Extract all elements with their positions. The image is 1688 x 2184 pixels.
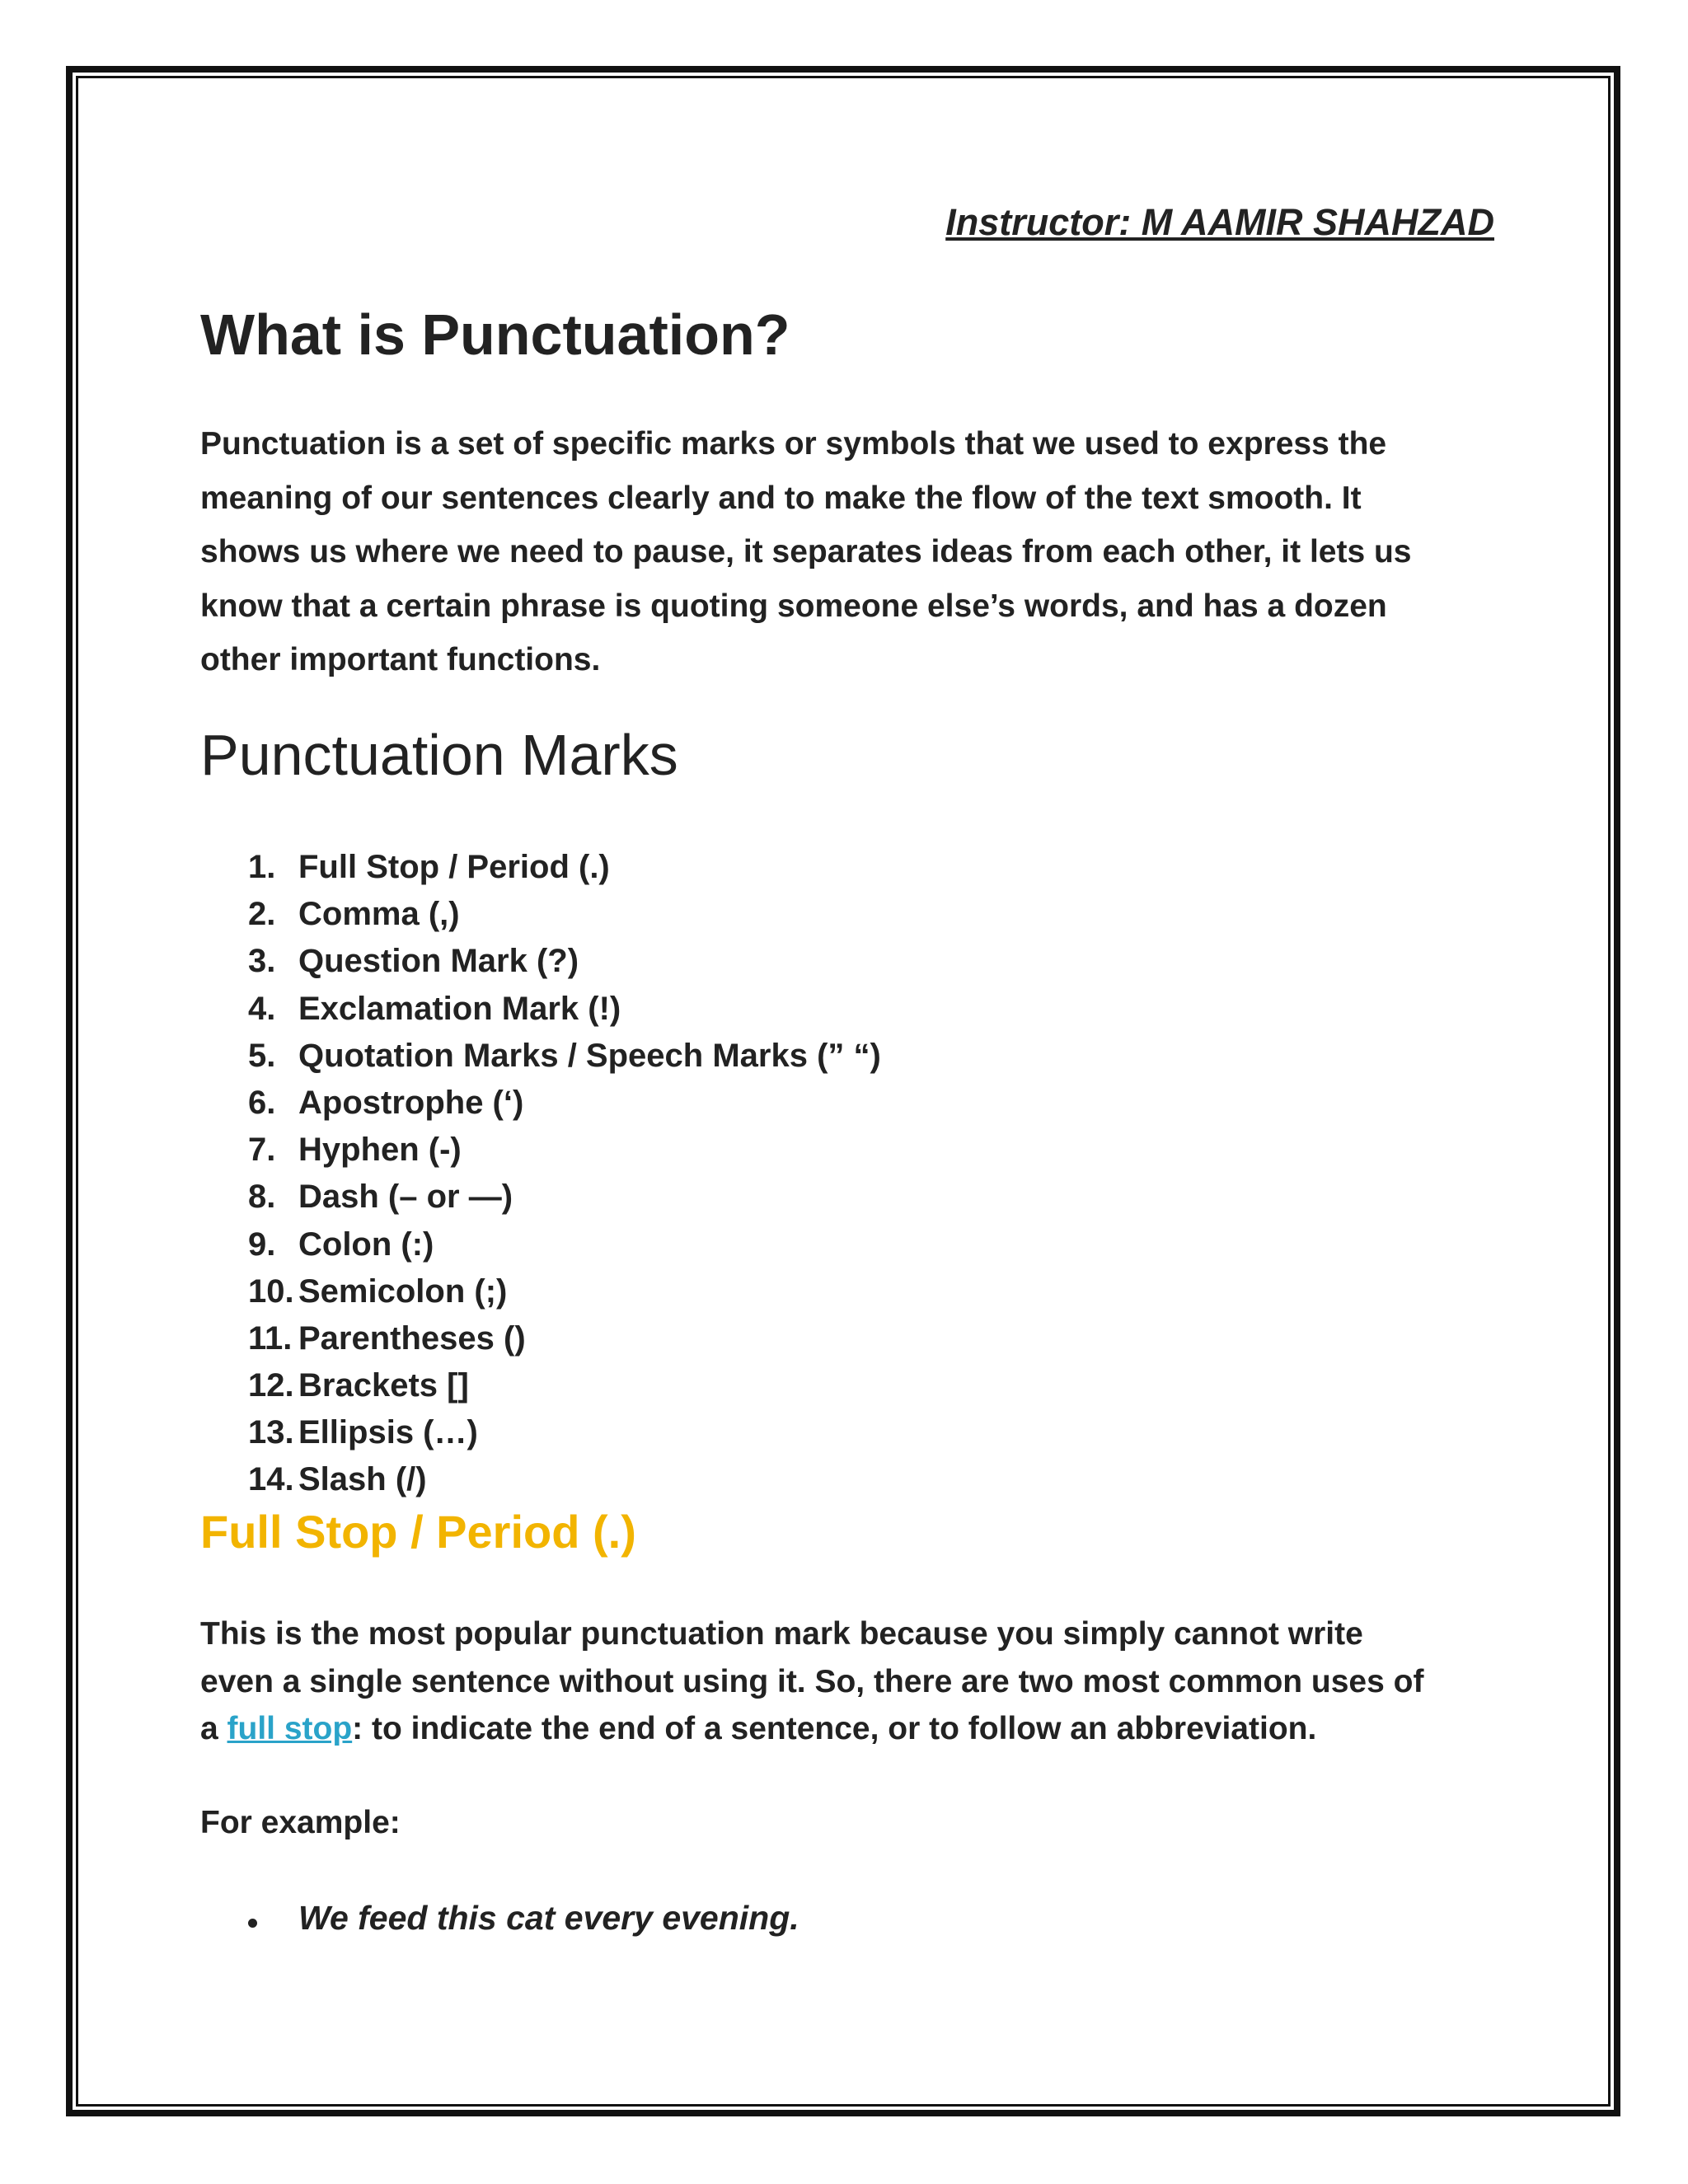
list-item-number: 13.: [248, 1414, 294, 1451]
list-item-number: 7.: [248, 1132, 276, 1169]
bullet-icon: [248, 1919, 257, 1928]
list-item-label: Apostrophe (‘): [298, 1084, 524, 1121]
list-item-label: Question Mark (?): [298, 943, 579, 980]
list-item-label: Slash (/): [298, 1461, 427, 1498]
example-label: For example:: [200, 1805, 401, 1840]
heading-what-is-punctuation: What is Punctuation?: [200, 302, 790, 367]
list-item-label: Dash (– or —): [298, 1179, 513, 1216]
list-item-label: Comma (,): [298, 896, 460, 933]
list-item-number: 8.: [248, 1179, 276, 1216]
paragraph-line: This is the most popular punctuation mark because you simply cannot write: [200, 1616, 1363, 1652]
intro-line: shows us where we need to pause, it separates ideas from each other, it lets us: [200, 534, 1412, 569]
list-item-label: Full Stop / Period (.): [298, 849, 610, 885]
list-item-label: Ellipsis (…): [298, 1414, 478, 1451]
full-stop-paragraph: [200, 1610, 1494, 1753]
list-item-label: Quotation Marks / Speech Marks (” “): [298, 1037, 881, 1074]
list-item-number: 1.: [248, 849, 276, 885]
list-item-number: 3.: [248, 943, 276, 980]
list-item-number: 11.: [248, 1319, 293, 1357]
list-item-number: 4.: [248, 990, 276, 1027]
paragraph-text: : to indicate the end of a sentence, or to follow an abbreviation.: [352, 1711, 1317, 1746]
list-item-number: 2.: [248, 896, 276, 933]
example-sentence: We feed this cat every evening.: [298, 1899, 799, 1937]
list-item-number: 6.: [248, 1084, 276, 1121]
paragraph-text: a: [200, 1711, 227, 1746]
intro-line: meaning of our sentences clearly and to make the flow of the text smooth. It: [200, 480, 1362, 516]
list-item-number: 14.: [248, 1461, 294, 1498]
intro-line: Punctuation is a set of specific marks or symbols that we used to express the: [200, 426, 1387, 462]
intro-line: know that a certain phrase is quoting someone else’s words, and has a dozen: [200, 588, 1387, 624]
list-item-number: 10.: [248, 1272, 294, 1310]
list-item-number: 5.: [248, 1037, 276, 1074]
list-item-label: Colon (:): [298, 1226, 434, 1263]
instructor-credit: Instructor: M AAMIR SHAHZAD: [945, 201, 1494, 243]
heading-full-stop-section: Full Stop / Period (.): [200, 1506, 636, 1558]
list-item-number: 12.: [248, 1367, 294, 1404]
list-item-label: Brackets []: [298, 1367, 469, 1404]
intro-paragraph: [200, 417, 1494, 687]
list-item-label: Exclamation Mark (!): [298, 990, 621, 1027]
intro-line: other important functions.: [200, 642, 601, 677]
full-stop-link[interactable]: full stop: [227, 1711, 353, 1746]
heading-punctuation-marks: Punctuation Marks: [200, 723, 678, 787]
list-item-label: Parentheses (): [298, 1319, 526, 1357]
list-item-label: Hyphen (-): [298, 1132, 462, 1169]
paragraph-line: even a single sentence without using it. So, there are two most common uses of: [200, 1663, 1424, 1699]
list-item-label: Semicolon (;): [298, 1272, 508, 1310]
list-item-number: 9.: [248, 1226, 276, 1263]
paragraph-line: [200, 1705, 1494, 1753]
